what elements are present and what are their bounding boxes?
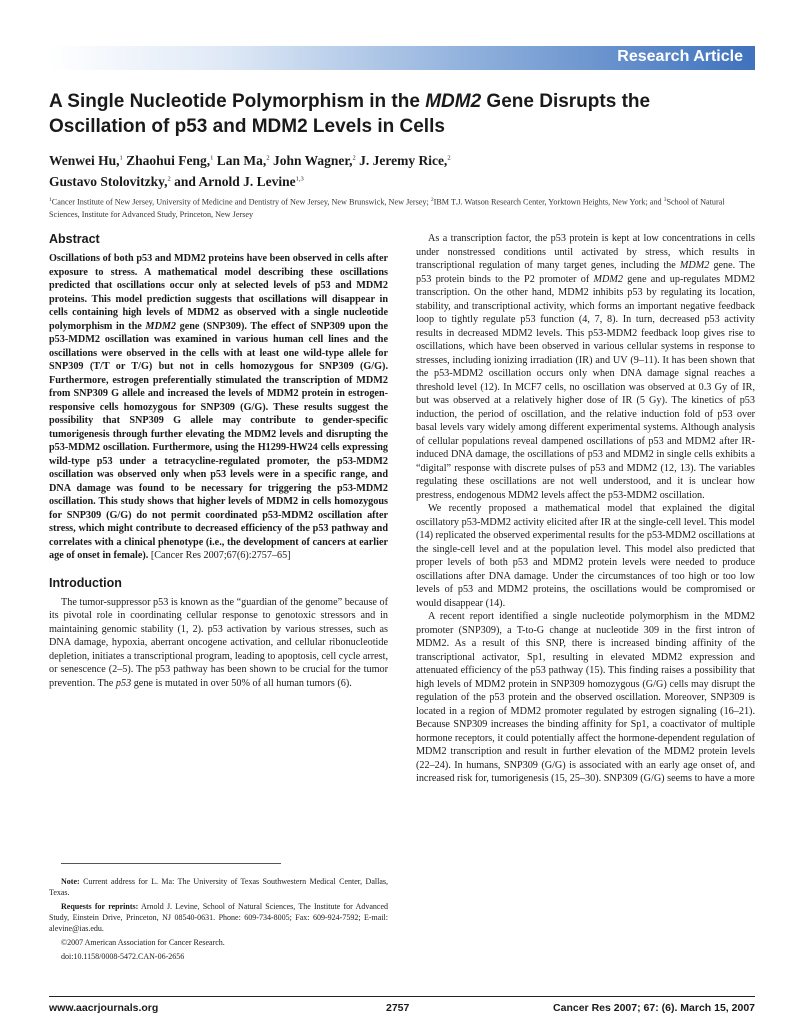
body-paragraph: A recent report identified a single nucleotide polymorphism in the MDM2 promoter (SNP309), a T-to-G change at nucleotide 309 in the first intron of MDM2. As a result of this SNP, there is increased binding affinity of the transcriptional activator, Sp1, resulting in elevated MDM2 expression and attenuated efficiency of the p53 pathway (15). This finding raises a possibility that high levels of MDM2 protein in SNP309 homozygous (G/G) cells may disrupt the regulation of the p53 protein and the observed oscillation. Moreover, SNP309 is located in a region of MDM2 promoter regulated by estrogen signaling (16–21). Because SNP309 increases the binding affinity for Sp1, a coactivator of multiple hormone receptors, it could potentially affect the hormone-dependent regulation of MDM2 transcription and result in further elevation of the MDM2 protein levels (22–24). In humans, SNP309 (G/G) is associated with an early age onset of, and increased risk for, tumorigenesis (15, 25–30). SNP309 (G/G) seems to have a more (416, 611, 755, 784)
introduction-heading: Introduction (49, 575, 122, 590)
introduction-paragraph: The tumor-suppressor p53 is known as the “guardian of the genome” because of its pivotal role in coordinating cellular response to genotoxic stressors and in maintaining genomic stability (1, 2). p53 activation by various stresses, such as DNA damage, hypoxia, aberrant oncogene activation, and cellular ribonucleotide depletion, initiates a transcriptional program, leading to apoptosis, cell cycle arrest, or senescence (2–5). The p53 pathway has been shown to be crucial for the tumor prevention. The p53 gene is mutated in over 50% of all human tumors (6). (49, 596, 388, 689)
author: Gustavo Stolovitzky,$^2$ (49, 174, 171, 189)
journal-citation: Cancer Res 2007; 67: (6). March 15, 2007 (553, 1002, 755, 1014)
author: John Wagner,$^2$ (272, 152, 356, 168)
article-title: A Single Nucleotide Polymorphism in the MDM2 Gene Disrupts the Oscillation of p53 and MDM2 Levels in Cells (49, 91, 651, 137)
left-column (49, 232, 388, 690)
footnote-copyright: ©2007 American Association for Cancer Research. (61, 938, 225, 947)
footnote-reprints: Requests for reprints: Arnold J. Levine, School of Natural Sciences, The Institute for Advanced Study, Einstein Drive, Princeton, NJ 08540-0631. Phone: 609-734-8005; Fax: 609-924-7592; E-mail: alevine@ias.edu. (49, 902, 388, 933)
author: Wenwei Hu,$^1$ (49, 152, 123, 168)
article-type-label: Research Article (617, 48, 743, 65)
body-paragraph: We recently proposed a mathematical model that explained the digital oscillatory p53-MDM2 activity elicited after IR at the single-cell level. This model (14) replicated the observed experimental results for the p53-MDM2 oscillations at the single-cell level and at the population level. This model also predicted that proper levels of both p53 and MDM2 protein levels were needed to produce oscillations after DNA damage. Under the circumstances of too high or too low levels of p53 and MDM2 proteins, the oscillations would be compromised or would disappear (14). (416, 503, 755, 609)
author: Zhaohui Feng,$^1$ (126, 152, 214, 168)
abstract-heading: Abstract (49, 232, 100, 246)
abstract-citation: [Cancer Res 2007;67(6):2757–65] (148, 550, 291, 561)
body-paragraph: As a transcription factor, the p53 protein is kept at low concentrations in cells under nonstressed conditions until activated by stress, which results in transcriptional regulation of many target genes, including the MDM2 gene. The p53 protein binds to the P2 promoter of MDM2 gene and up-regulates MDM2 transcription. On the other hand, MDM2 inhibits p53 by regulating its location, stability, and transcriptional activity, which forms an important negative feedback loop to tightly regulate p53 function (4, 7, 8). In turn, decreased p53 activity results in decreased MDM2 levels. This p53-MDM2 feedback loop gives rise to oscillations, which have been observed in various cellular systems in response to stresses, including ionizing irradiation (IR) and UV (9–11). It has been shown that the p53-MDM2 oscillation occurs only when DNA damage signal reaches a threshold level (12). In MCF7 cells, no oscillation was observed at 0.3 Gy of IR, but was observed at a relatively higher dose of IR (5 Gy). The kinetics of p53 induction, the period of oscillation, and the relative induction fold of p53 over basal levels vary widely among different experimental systems. Although analysis of cellular populations reveal dampened oscillations of p53 and MDM2 after IR-induced DNA damage, the oscillations of p53 and MDM2 in single cells exhibits a “digital” response with discrete pulses of p53 and MDM2 (12, 13). The variables regulating these oscillations are not well understood, and it is unclear how prestress, endogenous MDM2 levels affect the p53-MDM2 oscillation. (416, 233, 755, 501)
author: Lan Ma,$^2$ (216, 152, 270, 168)
page-number: 2757 (386, 1002, 410, 1014)
author-list (49, 148, 649, 191)
footnotes (49, 863, 388, 965)
affiliations: $^1$Cancer Institute of New Jersey, University of Medicine and Dentistry of New Jersey, New Brunswick, New Jersey; $^2$IBM T.J. Watson Research Center, Yorktown Heights, New York; and $^3$School of Natural Sciences, Institute for Advanced Study, Princeton, New Jersey (49, 197, 725, 219)
article-type-banner (49, 46, 755, 70)
footnote-note: Note: Current address for L. Ma: The University of Texas Southwestern Medical Center, Dallas, Texas. (49, 877, 388, 897)
author: J. Jeremy Rice,$^2$ (359, 152, 451, 168)
journal-website-link[interactable]: www.aacrjournals.org (49, 1002, 159, 1014)
author: and Arnold J. Levine$^{1,3}$ (174, 174, 304, 189)
footnote-divider (61, 863, 281, 864)
footer-rule (49, 996, 755, 997)
footnote-doi: doi:10.1158/0008-5472.CAN-06-2656 (61, 952, 185, 961)
abstract-text: Oscillations of both p53 and MDM2 proteins have been observed in cells after exposure to stress. A mathematical model describing these oscillations predicted that oscillations occur only at selected levels of p53 and MDM2 proteins. This model prediction suggests that oscillations will disappear in cells containing high levels of MDM2 as observed with a single nucleotide polymorphism in the MDM2 gene (SNP309). The effect of SNP309 upon the p53-MDM2 oscillation was examined in various human cell lines and the oscillations were observed in the cells with at least one wild-type allele for SNP309 (T/T or T/G) but not in cells homozygous for SNP309 (G/G). Furthermore, estrogen preferentially stimulated the transcription of MDM2 from SNP309 G allele and increased the levels of MDM2 protein in estrogen-responsive cells homozygous for SNP309 (G/G). These results suggest the possibility that SNP309 G allele may contribute to gender-specific tumorigenesis through further elevating the MDM2 levels and disrupting the p53-MDM2 oscillation. Furthermore, using the H1299-HW24 cells expressing wild-type p53 under a tetracycline-regulated promoter, the p53-MDM2 oscillation was observed only when p53 levels were in a specific range, and DNA damage was found to be necessary for triggering the p53-MDM2 oscillation. This study shows that higher levels of MDM2 in cells homozygous for SNP309 (G/G) do not permit coordinated p53-MDM2 oscillation after stress, which might contribute to decreased efficiency of the p53 pathway and correlates with a clinical phenotype (i.e., the development of cancers at earlier age of onset in female). [Cancer Res 2007;67(6):2757–65] (49, 253, 388, 561)
right-column (416, 232, 755, 786)
